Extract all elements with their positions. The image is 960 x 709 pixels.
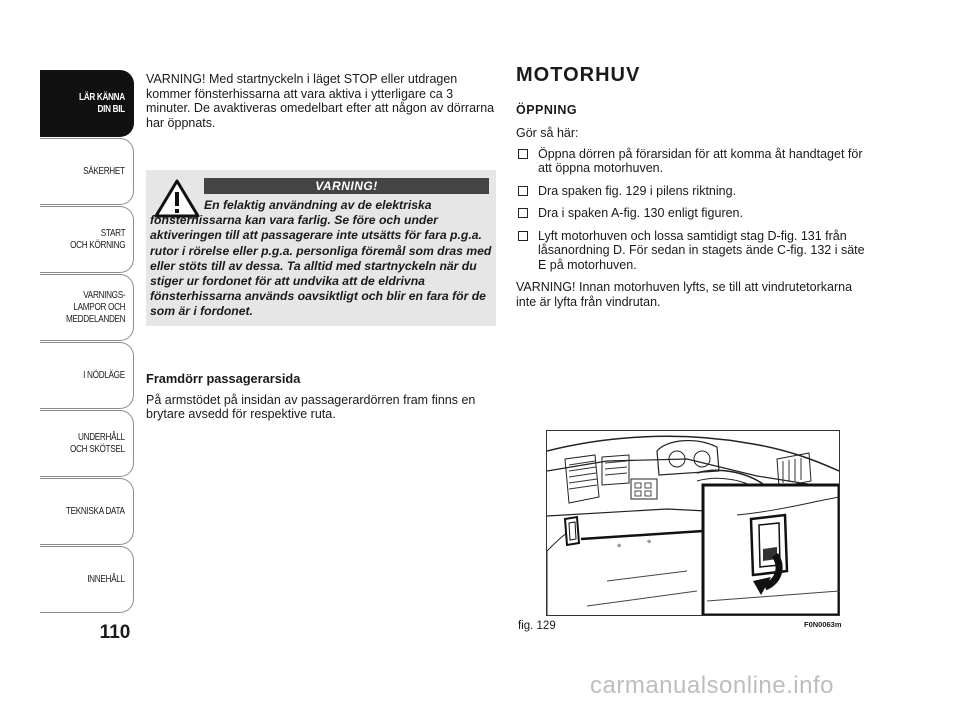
tab-tekniska-data[interactable]: TEKNISKA DATA [40,478,134,545]
hood-release-illustration [547,431,839,615]
section-title: MOTORHUV [516,64,641,86]
list-item: Öppna dörren på förarsidan för att komma åt handtaget för att öppna motorhuven. [516,147,866,176]
tab-innehall[interactable]: INNEHÅLL [40,546,134,613]
warning-title: VARNING! [204,178,489,194]
tab-i-nodlage[interactable]: I NÖDLÄGE [40,342,134,409]
list-item: Dra i spaken A-fig. 130 enligt figuren. [516,206,866,221]
passenger-text: På armstödet på insidan av passagerardörren fram finns en brytare avsedd för respektive ruta. [146,392,476,421]
figure-code: F0N0063m [804,620,842,629]
checkbox-icon [518,231,528,241]
figure-129 [546,430,840,616]
lead-text: Gör så här: [516,126,579,140]
chapter-tabs [40,70,134,614]
tab-start-och-korning[interactable]: START OCH KÖRNING [40,206,134,273]
list-item: Lyft motorhuven och lossa samtidigt stag D-fig. 131 från låsanordning D. För sedan in stagets ände C-fig. 132 i säte E på motorhuven. [516,229,866,273]
passenger-door-section [146,372,496,422]
page-number: 110 [99,622,131,643]
warning-text: En felaktig användning av de elektriska fönsterhissarna kan vara farlig. Se före och under aktiveringen till att passagerare inte utsätts för fara p.g.a. rutor i rörelse eller p.g.a. personliga föremål som dras med eller stöts till av dessa. Ta alltid med startnyckeln när du stiger ur fordonet för att undvika att de eldrivna fönsterhissarna används oavsiktligt och blir en fara för de som är i fordonet. [150,198,492,319]
hood-section [516,64,866,315]
figure-caption: fig. 129 [518,620,556,632]
warning-text-block [150,198,492,320]
svg-text:⊕: ⊕ [647,539,652,545]
warning-note: VARNING! Innan motorhuven lyfts, se till att vindrutetorkarna inte är lyfta från vindrutan. [516,280,853,309]
checkbox-icon [518,186,528,196]
watermark: carmanualsonline.info [590,672,834,699]
tab-lar-kanna-din-bil[interactable]: LÄR KÄNNA DIN BIL [40,70,134,137]
steps-list [516,147,866,273]
intro-paragraph [146,72,496,130]
checkbox-icon [518,208,528,218]
checkbox-icon [518,149,528,159]
list-item: Dra spaken fig. 129 i pilens riktning. [516,184,866,199]
section-subtitle: ÖPPNING [516,102,578,117]
tab-underhall[interactable]: UNDERHÅLL OCH SKÖTSEL [40,410,134,477]
passenger-heading: Framdörr passagerarsida [146,371,301,386]
svg-text:⊕: ⊕ [617,543,622,549]
intro-text: VARNING! Med startnyckeln i läget STOP eller utdragen kommer fönsterhissarna att vara aktiva i ytterligare ca 3 minuter. De avaktiveras omedelbart efter att någon av dörrarna har öppnats. [146,72,495,130]
tab-varningslampor[interactable]: VARNINGS- LAMPOR OCH MEDDELANDEN [40,274,134,341]
tab-sakerhet[interactable]: SÄKERHET [40,138,134,205]
warning-box [146,170,496,326]
